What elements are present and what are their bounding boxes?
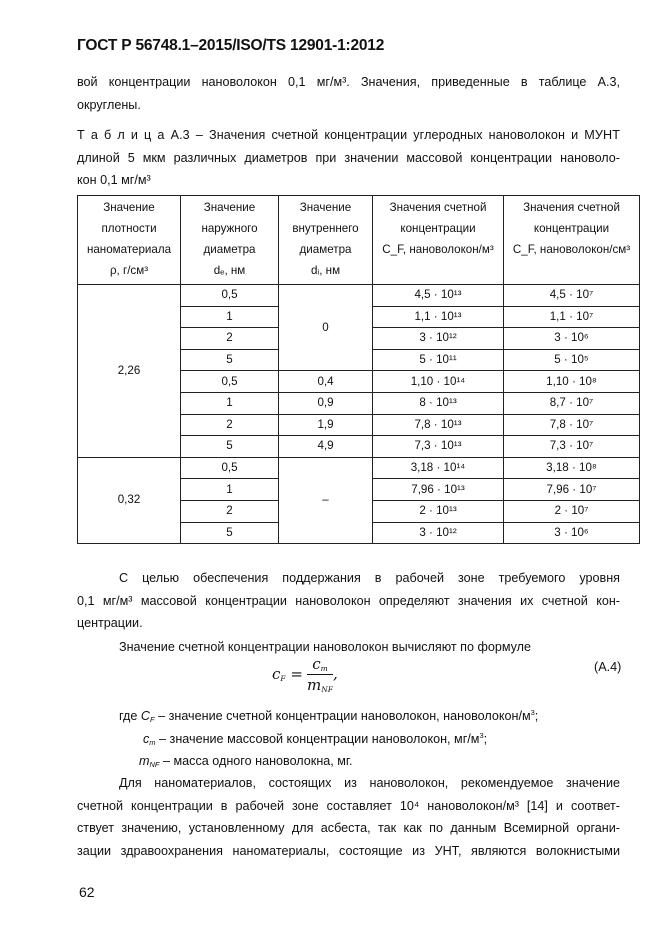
header-text: Значение [203,201,256,214]
para1-line-1: С целью обеспечения поддержания в рабочей зоне требуемого уровня [119,571,620,585]
cf-m3-cell: 1,10 · 10¹⁴ [373,371,504,393]
inner-cell: 0,9 [279,392,373,414]
cf-cm3-cell: 7,3 · 10⁷ [504,436,640,458]
header-text: Значения счетной [523,201,620,214]
header-text: плотности [101,222,157,235]
cf-cm3-cell: 3,18 · 10⁸ [504,457,640,479]
header-text: Значение [103,201,155,214]
header-text: C_F, нановолокон/см³ [512,243,631,256]
header-text: C_F, нановолокон/м³ [382,243,494,256]
para1-line-2: 0,1 мг/м³ массовой концентрации нановолокон определяют значения их счетной кон- [77,593,620,608]
formula-a4 [272,655,338,694]
header-text: диаметра [299,243,352,256]
header-text: внутреннего [292,222,359,235]
outer-cell: 5 [181,436,279,458]
intro-line-2: округлены. [77,97,141,112]
cf-m3-cell: 1,1 · 10¹³ [373,306,504,328]
cf-m3-cell: 4,5 · 10¹³ [373,285,504,307]
outer-cell: 5 [181,349,279,371]
cf-cm3-cell: 3 · 10⁶ [504,522,640,544]
para3-line-4: зации здравоохранения наноматериалы, состоящие из УНТ, являются волокнистыми [77,843,620,858]
page-number: 62 [79,884,95,900]
cf-m3-cell: 3 · 10¹² [373,522,504,544]
header-text: концентрации [533,222,610,235]
paragraph-recommendation [77,772,620,862]
inner-cell: 0 [279,285,373,371]
cf-m3-cell: 7,96 · 10¹³ [373,479,504,501]
where-line-2: $c_m$ – значение массовой концентрации нановолокон, $мг/м^3$; [143,731,488,747]
formula-denominator: $m_{NF}$ [306,676,333,694]
cf-cm3-cell: 7,8 · 10⁷ [504,414,640,436]
header-text: Значения счетной [389,201,487,214]
document-header: ГОСТ Р 56748.1–2015/ISO/TS 12901-1:2012 [77,37,385,54]
cf-cm3-cell: 4,5 · 10⁷ [504,285,640,307]
header-density [78,196,181,285]
cf-cm3-cell: 8,7 · 10⁷ [504,392,640,414]
inner-cell: – [279,457,373,543]
formula-numerator: $c_m$ [307,655,333,675]
outer-cell: 1 [181,306,279,328]
outer-cell: 1 [181,479,279,501]
para3-line-2: счетной концентрации в рабочей зоне составляет 10⁴ нановолокон/м³ [14] и соответ- [77,798,620,813]
outer-cell: 2 [181,328,279,350]
equation-number: (А.4) [594,660,622,674]
intro-paragraph [77,71,620,116]
outer-cell: 2 [181,414,279,436]
cf-cm3-cell: 1,1 · 10⁷ [504,306,640,328]
header-text: dᵢ, нм [310,264,341,277]
cf-m3-cell: 3,18 · 10¹⁴ [373,457,504,479]
outer-cell: 0,5 [181,371,279,393]
header-text: диаметра [203,243,256,256]
header-text: Значение [299,201,352,214]
header-text: ρ, г/см³ [109,264,149,277]
para3-line-3: ствует значению, установленному для асбеста, так как по данным Всемирной органи- [77,821,620,835]
header-text: наноматериала [86,243,172,256]
para1-line-3: центрации. [77,616,143,630]
table-row [78,457,640,479]
where-line-1: где $C_F$ – значение счетной концентрации нановолокон, нановолокон/$м^3$; [119,708,539,724]
cf-m3-cell: 3 · 10¹² [373,328,504,350]
cf-m3-cell: 8 · 10¹³ [373,392,504,414]
inner-cell: 4,9 [279,436,373,458]
formula-fraction [307,655,333,694]
header-outer-diameter [181,196,279,285]
intro-line-1: вой концентрации нановолокон 0,1 мг/м³. Значения, приведенные в таблице А.3, [77,75,620,89]
paragraph-formula-intro [119,636,620,659]
inner-cell: 0,4 [279,371,373,393]
cf-m3-cell: 7,3 · 10¹³ [373,436,504,458]
table-row [78,285,640,307]
outer-cell: 0,5 [181,285,279,307]
outer-cell: 1 [181,392,279,414]
cf-cm3-cell: 2 · 10⁷ [504,500,640,522]
outer-cell: 5 [181,522,279,544]
concentration-table [77,195,640,544]
outer-cell: 0,5 [181,457,279,479]
caption-line-3: кон 0,1 мг/м³ [77,173,151,187]
inner-cell: 1,9 [279,414,373,436]
para3-line-1: Для наноматериалов, состоящих из нановолокон, рекомендуемое значение [119,776,620,790]
outer-cell: 2 [181,500,279,522]
para2-line: Значение счетной концентрации нановолокон вычисляют по формуле [119,640,532,654]
formula-lhs: $c_F$ = [272,664,303,683]
cf-m3-cell: 5 · 10¹¹ [373,349,504,371]
where-line-3: $m_{NF}$ – масса одного нановолокна, мг. [139,754,353,769]
cf-m3-cell: 7,8 · 10¹³ [373,414,504,436]
density-cell: 0,32 [78,457,181,543]
paragraph-purpose [77,567,620,635]
header-text: наружного [201,222,258,235]
cf-m3-cell: 2 · 10¹³ [373,500,504,522]
table-header-row [78,196,640,285]
header-text: концентрации [400,222,476,235]
header-text: dₑ, нм [213,264,246,277]
formula-tail: , [332,664,338,683]
cf-cm3-cell: 1,10 · 10⁸ [504,371,640,393]
table-caption [77,124,620,192]
cf-cm3-cell: 3 · 10⁶ [504,328,640,350]
cf-cm3-cell: 5 · 10⁵ [504,349,640,371]
header-cf-m3 [373,196,504,285]
cf-cm3-cell: 7,96 · 10⁷ [504,479,640,501]
caption-line-2: длиной 5 мкм различных диаметров при значении массовой концентрации нановоло- [77,150,620,165]
header-inner-diameter [279,196,373,285]
density-cell: 2,26 [78,285,181,458]
header-cf-cm3 [504,196,640,285]
caption-line-1: Т а б л и ц а А.3 – Значения счетной концентрации углеродных нановолокон и МУНТ [77,128,620,142]
